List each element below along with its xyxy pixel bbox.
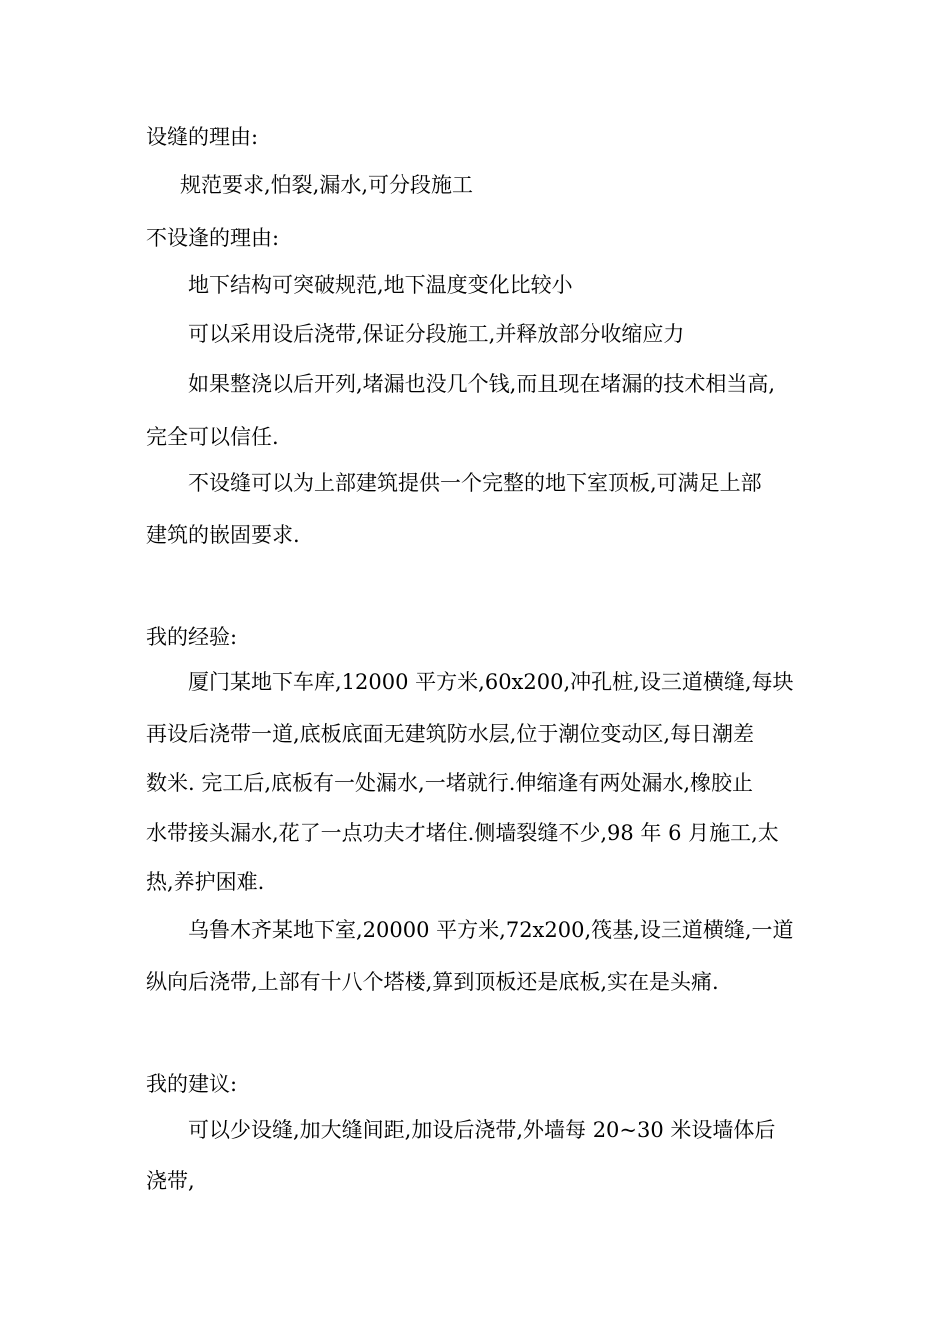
heading-reasons-against: 不设逢的理由: [146, 226, 280, 250]
paragraph-line: 水带接头漏水,花了一点功夫才堵住.侧墙裂缝不少,98 年 6 月施工,太 [146, 821, 779, 845]
paragraph-line: 地下结构可突破规范,地下温度变化比较小 [188, 273, 573, 297]
paragraph-line: 浇带, [146, 1169, 195, 1193]
heading-experience: 我的经验: [146, 625, 238, 649]
paragraph-line: 纵向后浇带,上部有十八个塔楼,算到顶板还是底板,实在是头痛. [146, 970, 719, 994]
paragraph-line: 建筑的嵌固要求. [146, 523, 300, 547]
paragraph-line: 厦门某地下车库,12000 平方米,60x200,冲孔桩,设三道横缝,每块 [188, 670, 794, 694]
paragraph-line: 不设缝可以为上部建筑提供一个完整的地下室顶板,可满足上部 [188, 471, 762, 495]
paragraph-line: 数米. 完工后,底板有一处漏水,一堵就行.伸缩逢有两处漏水,橡胶止 [146, 771, 754, 795]
paragraph-line: 完全可以信任. [146, 425, 279, 449]
paragraph-line: 可以采用设后浇带,保证分段施工,并释放部分收缩应力 [188, 322, 685, 346]
paragraph-line: 规范要求,怕裂,漏水,可分段施工 [180, 173, 474, 197]
heading-suggestion: 我的建议: [146, 1072, 238, 1096]
paragraph-line: 热,养护困难. [146, 870, 265, 894]
paragraph-line: 如果整浇以后开列,堵漏也没几个钱,而且现在堵漏的技术相当高, [188, 372, 776, 396]
paragraph-line: 再设后浇带一道,底板底面无建筑防水层,位于潮位变动区,每日潮差 [146, 722, 755, 746]
heading-reasons-for: 设缝的理由: [146, 125, 259, 149]
paragraph-line: 可以少设缝,加大缝间距,加设后浇带,外墙每 20~30 米设墙体后 [188, 1118, 776, 1142]
paragraph-line: 乌鲁木齐某地下室,20000 平方米,72x200,筏基,设三道横缝,一道 [188, 918, 794, 942]
